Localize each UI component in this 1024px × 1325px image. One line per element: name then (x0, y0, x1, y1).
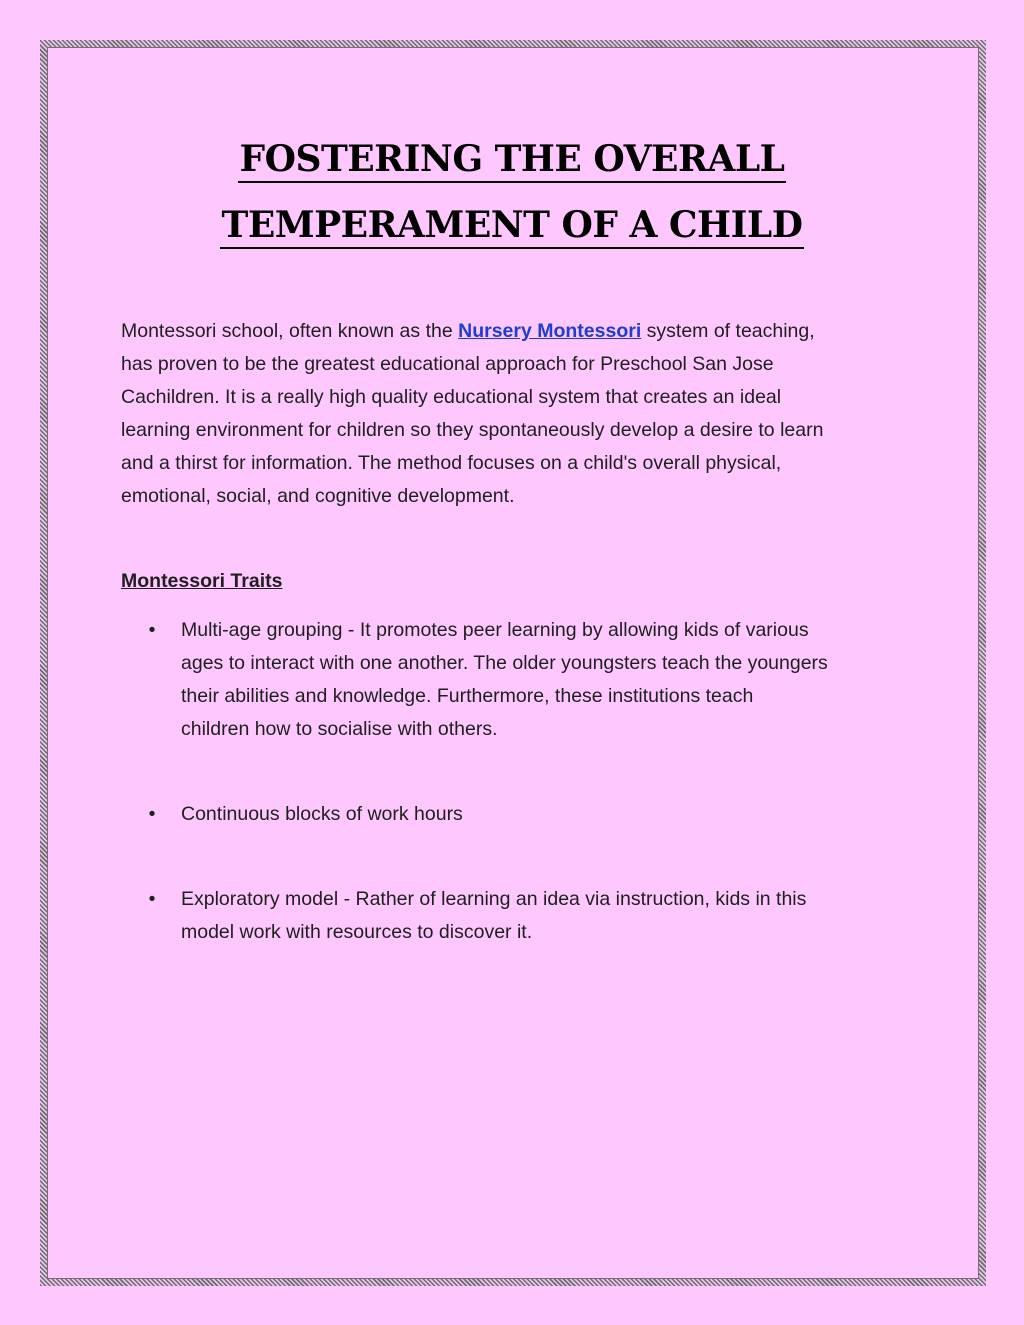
intro-line: learning environment for children so they spontaneously develop a desire to learn (121, 419, 824, 441)
intro-text-before-link: Montessori school, often known as the (121, 320, 459, 342)
bullet-text (181, 614, 941, 746)
bullet-point-icon: • (148, 619, 156, 641)
bullet-line: children how to socialise with others. (181, 718, 498, 740)
title-line-2-text: TEMPERAMENT OF A CHILD (220, 203, 805, 249)
bullet-text (181, 798, 941, 831)
intro-paragraph (121, 315, 921, 513)
document-title-line-1 (0, 126, 1024, 192)
section-heading-montessori-traits: Montessori Traits (121, 570, 283, 592)
bullet-line: Multi-age grouping - It promotes peer learning by allowing kids of various (181, 619, 809, 641)
intro-line: emotional, social, and cognitive development. (121, 485, 515, 507)
bullet-text (181, 883, 941, 949)
intro-line: has proven to be the greatest educational approach for Preschool San Jose (121, 353, 774, 375)
intro-line: and a thirst for information. The method focuses on a child's overall physical, (121, 452, 782, 474)
bullet-line: model work with resources to discover it. (181, 921, 533, 943)
nursery-montessori-link[interactable]: Nursery Montessori (458, 320, 642, 342)
bullet-line: their abilities and knowledge. Furthermore, these institutions teach (181, 685, 754, 707)
bullet-line: ages to interact with one another. The older youngsters teach the youngers (181, 652, 828, 674)
title-line-1-text: FOSTERING THE OVERALL (238, 137, 787, 183)
document-title-line-2 (0, 192, 1024, 258)
bullet-line: Exploratory model - Rather of learning an idea via instruction, kids in this (181, 888, 807, 910)
bullet-point-icon: • (148, 888, 156, 910)
bullet-point-icon: • (148, 803, 156, 825)
intro-line-1 (121, 315, 921, 348)
bullet-line: Continuous blocks of work hours (181, 803, 463, 825)
intro-line: Cachildren. It is a really high quality educational system that creates an ideal (121, 386, 782, 408)
intro-text-after-link: system of teaching, (641, 320, 815, 342)
